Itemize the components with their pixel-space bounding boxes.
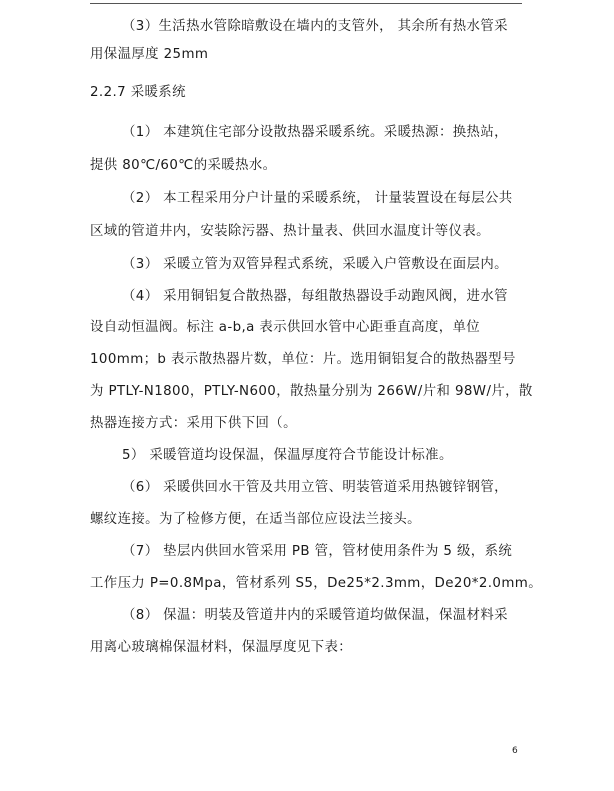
- heating-item-4-line-1: （4） 采用铜铝复合散热器，每组散热器设手动跑风阀，进水管: [122, 289, 508, 304]
- paragraph-3-line-1: （3）生活热水管除暗敷设在墙内的支管外， 其余所有热水管采: [122, 19, 508, 34]
- heating-item-4-line-2: 设自动恒温阀。标注 a-b,a 表示供回水管中心距垂直高度，单位: [90, 320, 481, 335]
- heating-item-6-line-2: 螺纹连接。为了检修方便，在适当部位应设法兰接头。: [90, 512, 421, 527]
- paragraph-3-line-2: 用保温厚度 25mm: [90, 47, 209, 62]
- section-heading-2-2-7: 2.2.7 采暖系统: [90, 85, 186, 100]
- heating-item-8-line-2: 用离心玻璃棉保温材料，保温厚度见下表：: [90, 640, 353, 655]
- heating-item-1-line-2: 提供 80℃/60℃的采暖热水。: [90, 158, 277, 173]
- heating-item-2-line-2: 区域的管道井内，安装除污器、热计量表、供回水温度计等仪表。: [90, 224, 490, 239]
- heating-item-7-line-1: （7） 垫层内供回水管采用 PB 管，管材使用条件为 5 级，系统: [122, 544, 513, 559]
- heating-item-1-line-1: （1） 本建筑住宅部分设散热器采暖系统。采暖热源：换热站，: [122, 125, 508, 140]
- heating-item-7-line-2: 工作压力 P=0.8Mpa，管材系列 S5，De25*2.3mm，De20*2.0mm。: [90, 576, 543, 591]
- heating-item-4-line-3: 100mm；b 表示散热器片数，单位：片。选用铜铝复合的散热器型号: [90, 352, 516, 367]
- page-number: 6: [512, 746, 518, 756]
- heating-item-5: 5） 采暖管道均设保温，保温厚度符合节能设计标准。: [122, 448, 453, 463]
- heating-item-6-line-1: （6） 采暖供回水干管及共用立管、明装管道采用热镀锌钢管，: [122, 480, 508, 495]
- heating-item-8-line-1: （8） 保温：明装及管道井内的采暖管道均做保温，保温材料采: [122, 608, 508, 623]
- heating-item-2-line-1: （2） 本工程采用分户计量的采暖系统， 计量装置设在每层公共: [122, 191, 513, 206]
- heating-item-4-line-4: 为 PTLY-N1800，PTLY-N600，散热量分别为 266W/片和 98W/片，散: [90, 384, 533, 399]
- heating-item-3: （3） 采暖立管为双管异程式系统，采暖入户管敷设在面层内。: [122, 257, 508, 272]
- heating-item-4-line-5: 热器连接方式：采用下供下回（。: [90, 416, 297, 431]
- header-rule: [90, 3, 522, 4]
